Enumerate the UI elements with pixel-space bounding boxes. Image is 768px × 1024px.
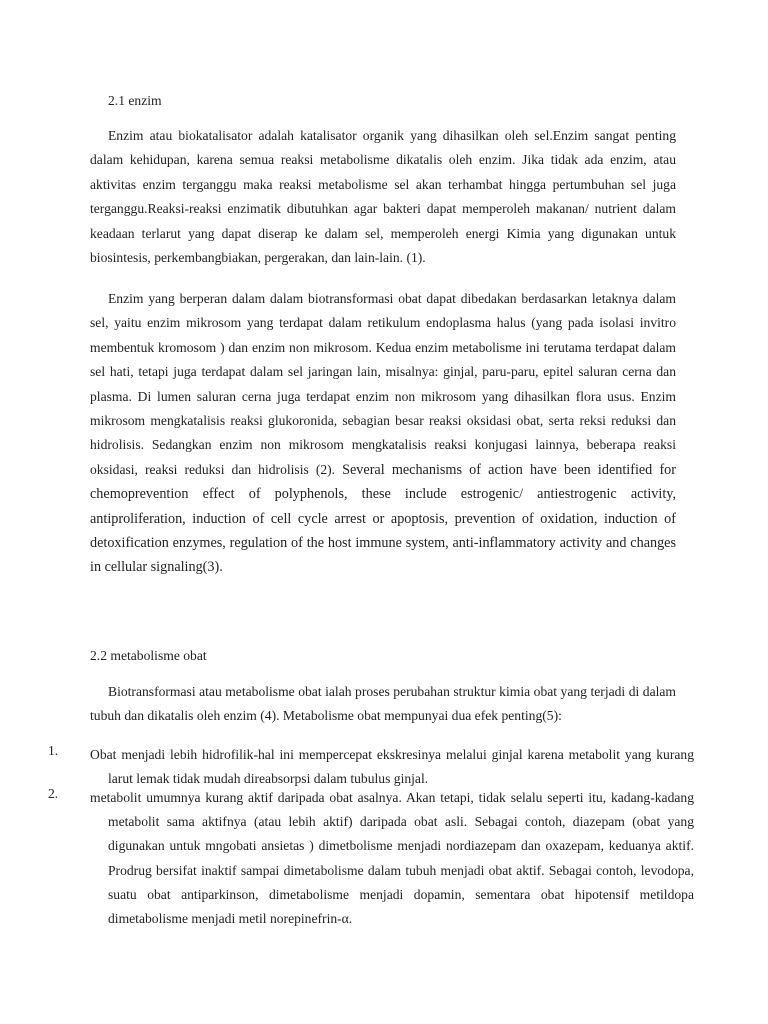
section-heading-metabolisme-obat: 2.2 metabolisme obat: [90, 648, 207, 663]
list-item-text: Obat menjadi lebih hidrofilik-hal ini mempercepat ekskresinya melalui ginjal karena metabolit yang kurang larut lemak tidak mudah direabsorpsi dalam tubulus ginjal.: [90, 747, 694, 787]
paragraph-text-indonesian: Enzim yang berperan dalam dalam biotransformasi obat dapat dibedakan berdasarkan letaknya dalam sel, yaitu enzim mikrosom yang terdapat dalam retikulum endoplasma halus (yang pada isolasi invitro membentuk kromosom ) dan enzim non mikrosom. Kedua enzim metabolisme ini terutama terdapat dalam sel hati, tetapi juga terdapat dalam sel jaringan lain, misalnya: ginjal, paru-paru, epitel saluran cerna dan plasma. Di lumen saluran cerna juga terdapat enzim non mikrosom yang dihasilkan flora usus. Enzim mikrosom mengkatalisis reaksi glukoronida, sebagian besar reaksi oksidasi obat, serta reksi reduksi dan hidrolisis. Sedangkan enzim non mikrosom mengkatalisis reaksi konjugasi lainnya, beberapa reaksi oksidasi, reaksi reduksi dan hidrolisis (2).: [90, 291, 676, 477]
list-item-number: 1.: [48, 743, 59, 758]
paragraph-enzim-definition: Enzim atau biokatalisator adalah katalisator organik yang dihasilkan oleh sel.Enzim sangat penting dalam kehidupan, karena semua reaksi metabolisme dikatalis oleh enzim. Jika tidak ada enzim, atau aktivitas enzim terganggu maka reaksi metabolisme sel akan terhambat hingga pertumbuhan sel juga terganggu.Reaksi-reaksi enzimatik dibutuhkan agar bakteri dapat memperoleh makanan/ nutrient dalam keadaan terlarut yang dapat diserap ke dalam sel, memperoleh energi Kimia yang digunakan untuk biosintesis, perkembangbiakan, pergerakan, dan lain-lain. (1).: [90, 128, 676, 266]
list-item-number: 2.: [48, 786, 59, 801]
section-heading-enzim: 2.1 enzim: [108, 93, 162, 108]
paragraph-text-english: Several mechanisms of action have been identified for chemoprevention effect of polyphenols, these include estrogenic/ antiestrogenic activity, antiproliferation, induction of cell cycle arrest or apoptosis, prevention of oxidation, induction of detoxification enzymes, regulation of the host immune system, anti-inflammatory activity and changes in cellular signaling(3).: [90, 461, 676, 576]
paragraph-biotransformasi: Biotransformasi atau metabolisme obat ialah proses perubahan struktur kimia obat yang terjadi di dalam tubuh dan dikatalis oleh enzim (4). Metabolisme obat mempunyai dua efek penting(5):: [90, 684, 676, 724]
paragraph-enzim-biotransformation: [90, 287, 676, 580]
list-item-text: metabolit umumnya kurang aktif daripada obat asalnya. Akan tetapi, tidak selalu seperti itu, kadang-kadang metabolit sama aktifnya (atau lebih aktif) daripada obat asli. Sebagai contoh, diazepam (obat yang digunakan untuk mngobati ansietas ) dimetbolisme menjadi nordiazepam dan oxazepam, keduanya aktif. Prodrug bersifat inaktif sampai dimetabolisme dalam tubuh menjadi obat aktif. Sebagai contoh, levodopa, suatu obat antiparkinson, dimetabolisme menjadi dopamin, sementara obat hipotensif metildopa dimetabolisme menjadi metil norepinefrin-α.: [90, 790, 694, 927]
